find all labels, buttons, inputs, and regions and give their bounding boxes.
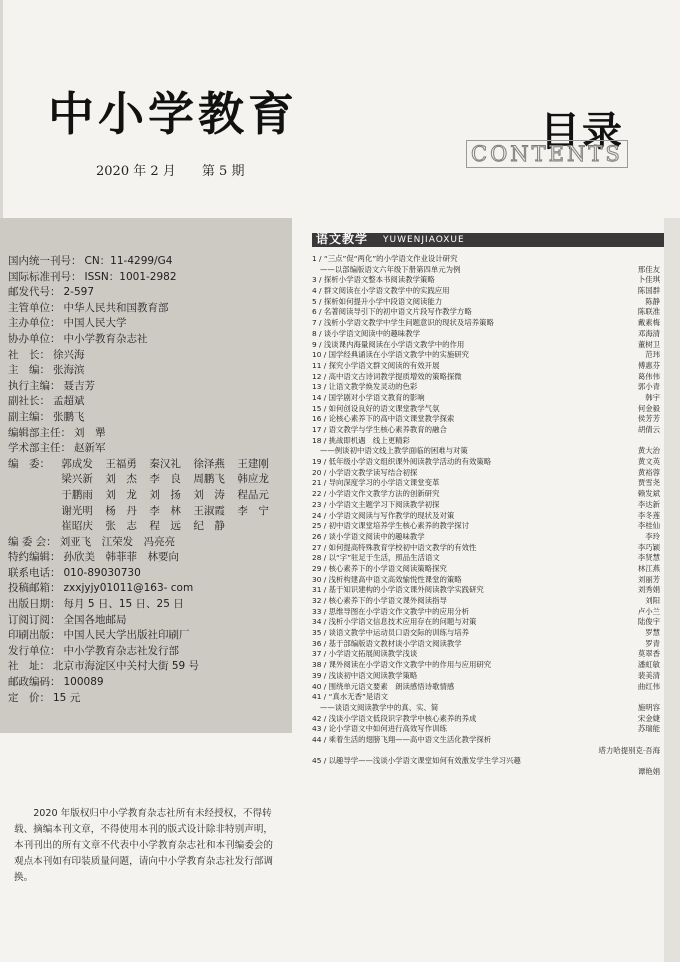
info-row (8, 644, 288, 660)
toc-entry-author: 刘丽芳 (637, 574, 660, 584)
info-row (8, 394, 288, 410)
toc-entry (312, 457, 664, 468)
toc-entry (312, 671, 664, 682)
info-value: 北京市海淀区中关村大街 59 号 (53, 660, 200, 673)
toc-entry-title: 10 / 国学经典诵读在小学语文教学中的实施研究 (312, 350, 470, 360)
info-label: 投稿邮箱： (8, 582, 61, 595)
toc-entry-author: 邢佳友 (637, 264, 660, 274)
toc-entry (312, 660, 664, 671)
info-value: 中小学教育杂志社 (63, 332, 148, 345)
toc-entry (312, 372, 664, 383)
info-label: 出版日期： (8, 598, 61, 611)
toc-entry-title: 27 / 如何提高特殊教育学校初中语文教学的有效性 (312, 542, 477, 552)
toc-entry-title: 15 / 如何创设良好的语文课堂教学气氛 (312, 403, 440, 413)
info-label: 邮政编码： (8, 676, 61, 689)
info-value: 中国人民大学 (63, 317, 127, 330)
info-row (8, 628, 288, 644)
info-value: 100089 (63, 676, 104, 689)
copyright-notice: 2020 年版权归中小学教育杂志社所有未经授权，不得转载、摘编本刊文章，不得使用本刊的版式设计除非特别声明，本刊刊出的所有文章不代表中小学教育杂志社和本刊编委会的观点本刊如有印装质量问题，请向中小学教育杂志社发行部调换。 (14, 808, 274, 883)
section-title: 语文教学 (316, 232, 369, 246)
toc-entry-author: 傅惠芬 (637, 360, 660, 370)
toc-entry-title: ——谈语文阅读教学中的真、实、简 (320, 702, 439, 712)
info-label: 主办单位： (8, 317, 61, 330)
editorial-board (8, 457, 288, 535)
toc-entry-author: 陆俊宇 (637, 617, 660, 627)
toc-entry-title: ——以部编版语文六年级下册第四单元为例 (320, 264, 461, 274)
toc-entry (312, 682, 664, 693)
toc-entry-author: 施明容 (637, 702, 660, 712)
toc-entry (312, 446, 664, 457)
toc-entry-author: 邓海清 (637, 328, 660, 338)
toc-entry (312, 265, 664, 276)
toc-entry-title: 3 / 探析小学语文整本书阅读教学策略 (312, 275, 435, 285)
toc-entry-author: 宋金婕 (637, 713, 660, 723)
info-value: 孙欣美 韩菲菲 林要向 (63, 551, 179, 564)
toc-entry (312, 714, 664, 725)
toc-entry-author: 胡倩云 (637, 425, 660, 434)
editor-name: 周鹏飞 (193, 473, 225, 486)
section-pinyin: YUWENJIAOXUE (383, 235, 465, 245)
toc-entry (312, 564, 664, 575)
info-value: 中国人民大学出版社印刷厂 (63, 629, 190, 642)
info-value: 刘 犟 (74, 426, 106, 439)
info-row (8, 270, 288, 286)
toc-entry (312, 361, 664, 372)
info-row (8, 316, 288, 332)
toc-entry (312, 340, 664, 351)
issue-date: 2020 年 2 月 (96, 164, 176, 179)
toc-entry-author: 苏瑞能 (637, 724, 660, 734)
toc-entry (312, 489, 664, 500)
toc-entry (312, 628, 664, 639)
info-label: 主管单位： (8, 301, 61, 314)
info-value: 每月 5 日、15 日、25 日 (63, 598, 184, 611)
info-row (8, 597, 288, 613)
toc-entry-author: 曲红伟 (637, 681, 660, 691)
editor-row (61, 472, 281, 488)
toc-entry (312, 275, 664, 286)
info-value: 聂吉芳 (63, 379, 95, 392)
toc-entry-title: 14 / 国学剧对小学语文教育的影响 (312, 392, 425, 402)
toc-entry-title: 12 / 高中语文古诗词教学提质增效的策略探微 (312, 371, 462, 381)
info-label: 副主编： (8, 410, 50, 423)
toc-entry (312, 297, 664, 308)
toc-entry (312, 382, 664, 393)
editor-name: 谢光明 (61, 504, 93, 517)
info-row (8, 254, 288, 270)
toc-entry-title: 43 / 论小学语文中如何进行高效写作训练 (312, 724, 447, 734)
toc-entry (312, 543, 664, 554)
editor-row (61, 504, 281, 520)
toc-entry-author: 李达新 (637, 499, 660, 509)
toc-entry (312, 724, 664, 735)
info-label: 编 委 会： (8, 535, 57, 548)
toc-entry-title: 37 / 小学语文拓展阅读教学浅谈 (312, 649, 418, 659)
toc-entry-author: 黄文英 (637, 457, 660, 467)
info-label: 主 编： (8, 364, 50, 377)
toc-entry-title: ——例谈初中语文线上教学面临的困难与对策 (320, 446, 468, 456)
editor-name: 纪 静 (193, 520, 225, 533)
info-label: 发行单位： (8, 644, 61, 657)
toc-entry (312, 703, 664, 714)
toc-entry-author: 陈静 (645, 296, 660, 306)
toc-entry (312, 286, 664, 297)
toc-entry-author: 罗青 (645, 638, 660, 648)
toc-entry (312, 425, 664, 436)
toc-entry-author: 李玲 (645, 531, 660, 541)
toc-entry (312, 521, 664, 532)
toc-entry-title: 5 / 探析如何提升小学中段语文阅读能力 (312, 296, 443, 306)
toc-entry-title: 17 / 语文教学与学生核心素养教育的融合 (312, 425, 447, 434)
toc-entry-title: 26 / 谈小学语文阅读中的趣味教学 (312, 531, 425, 541)
toc-entry (312, 511, 664, 522)
editor-row (61, 519, 281, 535)
toc-entry-title: 1 / “三点”促“两化”的小学语文作业设计研究 (312, 254, 458, 263)
toc-entry-title: 35 / 谈语文教学中运动员口语交际的训练与培养 (312, 628, 470, 638)
toc-entry (312, 767, 664, 778)
toc-entry-title: 33 / 思维导图在小学语文作文教学中的应用分析 (312, 606, 470, 616)
editor-row (61, 457, 281, 473)
toc-entry-title: 20 / 小学语文教学读写结合初探 (312, 467, 418, 477)
editor-name: 程 远 (149, 520, 181, 533)
toc-entry-author: 黄裕蓉 (637, 467, 660, 477)
info-row (8, 691, 288, 707)
info-label: 印刷出版： (8, 629, 61, 642)
info-row (8, 348, 288, 364)
info-value: 张鹏飞 (53, 410, 85, 423)
toc-entry-author: 贾雪尧 (637, 478, 660, 488)
issue-number: 第 5 期 (201, 164, 245, 179)
editor-name: 韩应龙 (237, 473, 269, 486)
toc-entry (312, 393, 664, 404)
toc-entry-author: 林江燕 (637, 563, 660, 573)
editor-name: 于鹏雨 (61, 488, 93, 501)
toc-entry-title: 44 / 乘着生活的翅膀飞翔——高中语文生活化教学探析 (312, 734, 492, 744)
editor-name: 李 林 (149, 504, 181, 517)
publication-info (8, 254, 288, 706)
toc-entry-author: 刘阳 (645, 596, 660, 605)
toc-entry (312, 414, 664, 425)
info-value: 中华人民共和国教育部 (63, 301, 169, 314)
issue-line (96, 160, 244, 179)
toc-entry-title: 30 / 浅析构建高中语文高效愉悦性课堂的策略 (312, 574, 462, 584)
toc-entry (312, 404, 664, 415)
toc-entry-title: 39 / 浅谈初中语文阅读教学策略 (312, 670, 418, 680)
toc-entry-author: 李桂仙 (637, 521, 660, 531)
info-row (8, 441, 288, 457)
toc-entry (312, 307, 664, 318)
editor-name: 杨 丹 (105, 504, 137, 517)
toc-entry-title: 45 / 以趣导学——浅谈小学语文课堂如何有效激发学生学习兴趣 (312, 756, 521, 766)
toc-entry-author: 赖发斌 (637, 489, 660, 499)
info-label: 编辑部主任： (8, 426, 71, 439)
toc-entry-title: 6 / 名著阅读导引下的初中语文片段写作教学方略 (312, 307, 472, 317)
toc-entry-title: 38 / 课外阅读在小学语文作文教学中的作用与应用研究 (312, 660, 492, 670)
toc-entry (312, 318, 664, 329)
toc-entry-author: 韩宇 (645, 392, 660, 402)
info-row (8, 566, 288, 582)
info-label: 特约编辑： (8, 551, 61, 564)
editor-name: 程品元 (237, 488, 269, 501)
toc-entry (312, 532, 664, 543)
toc-entry-title: 7 / 浅析小学语文教学中学生问题意识的现状及培养策略 (312, 318, 494, 328)
toc-entry-author: 郭小青 (637, 382, 660, 392)
editor-name: 刘 扬 (149, 488, 181, 501)
info-value: CN：11-4299/G4 (84, 255, 173, 267)
info-value: 中小学教育杂志社发行部 (63, 644, 179, 657)
toc-entry-title: 4 / 群文阅读在小学语文教学中的实践应用 (312, 286, 450, 296)
info-value: 010-89030730 (63, 566, 141, 579)
info-label: 邮发代号： (8, 286, 61, 299)
toc-entry-title: 32 / 核心素养下的小学语文课外阅读指导 (312, 596, 447, 605)
info-value: 2-597 (63, 286, 95, 299)
toc-entry-title: 18 / 挑战即机遇 线上更精彩 (312, 435, 410, 445)
info-row (8, 550, 288, 566)
info-label: 国际标准刊号： (8, 270, 82, 283)
editor-name: 王福勇 (105, 457, 137, 470)
toc-entry-author: 陈联准 (637, 307, 660, 317)
toc-entry-author: 李贤慧 (637, 553, 660, 563)
toc-entry-author: 葛伟伟 (637, 371, 660, 381)
info-row (8, 659, 288, 675)
toc-entry-author: 莫翠香 (637, 649, 660, 659)
toc-entry-title: 22 / 小学语文作文教学方法的创新研究 (312, 489, 440, 499)
info-label: 联系电话： (8, 566, 61, 579)
info-label: 国内统一刊号： (8, 255, 82, 267)
toc-entry (312, 585, 664, 596)
toc-entry (312, 500, 664, 511)
toc-entry-author: 李巧颖 (637, 542, 660, 552)
toc-entry-title: 42 / 浅谈小学语文低段识字教学中核心素养的养成 (312, 713, 477, 723)
toc-entry (312, 329, 664, 340)
toc-entry-title: 24 / 小学语文阅读与写作教学的现状及对策 (312, 510, 455, 520)
info-row (8, 581, 288, 597)
toc-entry-title: 23 / 小学语文主题学习下阅读教学初探 (312, 499, 440, 509)
editor-name: 梁兴新 (61, 473, 93, 486)
toc-entry-author: 潘虹敏 (637, 660, 660, 670)
magazine-title: 中小学教育 (48, 87, 298, 141)
toc-entry-title: 41 / “真水无香”是语文 (312, 692, 388, 702)
editor-name: 李 宁 (237, 504, 269, 517)
info-value: zxxjyjy01011@163- com (63, 582, 194, 595)
toc-entry-author: 李冬莲 (637, 510, 660, 520)
toc-entry (312, 468, 664, 479)
info-row (8, 535, 288, 551)
toc-entry-title: 31 / 基于知识建构的小学语文课外阅读教学实践研究 (312, 585, 484, 595)
info-row (8, 301, 288, 317)
page-edge-right (664, 218, 680, 962)
info-value: 全国各地邮局 (63, 613, 127, 626)
info-row (8, 675, 288, 691)
toc-entry (312, 254, 664, 265)
toc-entry (312, 596, 664, 607)
toc-entry-title: 36 / 基于部编版语文教材谈小学语文阅读教学 (312, 638, 462, 648)
toc-entry-author: 卜佳琪 (637, 275, 660, 285)
toc-entry-author: 董树卫 (637, 339, 660, 349)
toc-entry-title: 34 / 浅析小学语文信息技术应用存在的问题与对策 (312, 617, 477, 627)
toc-entry (312, 692, 664, 703)
info-value: 赵新军 (74, 442, 106, 455)
info-label: 订阅订阅： (8, 613, 61, 626)
toc-entry (312, 350, 664, 361)
toc-entry-author: 侯芳芳 (637, 414, 660, 424)
toc-entry (312, 639, 664, 650)
info-label: 社 址： (8, 660, 50, 673)
editor-name: 徐泽燕 (193, 457, 225, 470)
toc-entry (312, 649, 664, 660)
toc-entry-title: 8 / 谈小学语文阅读中的趣味教学 (312, 328, 420, 338)
toc-entry-author: 罗慧 (645, 628, 660, 638)
editor-name: 王淑霞 (193, 504, 225, 517)
toc-entry-title: 16 / 论核心素养下的高中语文课堂教学探索 (312, 414, 455, 424)
info-label: 副社长： (8, 395, 50, 408)
info-row (8, 426, 288, 442)
info-label: 学术部主任： (8, 442, 71, 455)
toc-entry (312, 436, 664, 447)
info-value: ISSN：1001-2982 (84, 270, 177, 283)
info-value: 15 元 (53, 691, 81, 704)
toc-entry-title: 13 / 让语文教学焕发灵动的色彩 (312, 382, 418, 392)
info-label: 定 价： (8, 691, 50, 704)
editor-name: 刘 龙 (105, 488, 137, 501)
editor-name: 崔昭庆 (61, 520, 93, 533)
toc-entry-title: 29 / 核心素养下的小学语文阅读策略探究 (312, 563, 447, 573)
editorial-board-label: 编 委： (8, 457, 50, 470)
toc-entry (312, 607, 664, 618)
toc-entry (312, 478, 664, 489)
toc-entry-author: 裴美清 (637, 670, 660, 680)
toc-entry-title: 28 / 以“字”驻足于生活，照品生活语文 (312, 553, 440, 563)
toc-entry-author: 戴素梅 (637, 318, 660, 328)
toc-entry-author: 何金毅 (637, 403, 660, 413)
editor-row (61, 488, 281, 504)
info-value: 孟超斌 (53, 395, 85, 408)
toc-entry-author: 黄大治 (637, 446, 660, 456)
toc-entry-author: 卢小兰 (637, 606, 660, 616)
editor-name: 刘 杰 (105, 473, 137, 486)
toc-entry (312, 575, 664, 586)
toc-entry-title: 19 / 低年级小学语文组织课外阅读教学活动的有效策略 (312, 457, 492, 467)
toc-entry (312, 746, 664, 757)
editor-name: 秦汉礼 (149, 457, 181, 470)
info-row (8, 613, 288, 629)
toc-entry-title: 21 / 导向深度学习的小学语文课堂变革 (312, 478, 440, 488)
editor-name: 张 志 (105, 520, 137, 533)
toc-heading: 目录 (540, 108, 624, 155)
editor-name: 李 良 (149, 473, 181, 486)
toc-entry-title: 11 / 探究小学语文群文阅读的有效开展 (312, 360, 440, 370)
toc-entry-author: 刘秀娟 (637, 585, 660, 595)
info-label: 执行主编： (8, 379, 61, 392)
toc-entry-author: 塔力哈提别克·吾海 (598, 745, 660, 755)
info-label: 社 长： (8, 348, 50, 361)
toc-entry-author: 陈国群 (637, 286, 660, 296)
editor-name: 郭成发 (61, 457, 93, 470)
toc-entry-title: 9 / 浅谈课内海量阅读在小学语文教学中的作用 (312, 339, 465, 349)
info-label: 协办单位： (8, 332, 61, 345)
info-value: 张海滨 (53, 364, 85, 377)
info-value: 刘亚飞 江荣发 冯亮亮 (59, 535, 176, 548)
editor-name: 王建刚 (237, 457, 269, 470)
toc-entry (312, 756, 664, 767)
info-value: 徐兴海 (53, 348, 85, 361)
table-of-contents (312, 254, 664, 778)
editor-name: 刘 涛 (193, 488, 225, 501)
toc-entry-author: 范玮 (645, 350, 660, 360)
info-row (8, 379, 288, 395)
info-row (8, 285, 288, 301)
toc-entry (312, 553, 664, 564)
info-row (8, 363, 288, 379)
toc-entry-author: 谭艳娟 (637, 767, 660, 776)
toc-entry (312, 617, 664, 628)
contents-label: CONTENTS (466, 140, 628, 168)
toc-entry (312, 735, 664, 746)
editorial-board-names (61, 457, 281, 535)
info-row (8, 332, 288, 348)
toc-entry-title: 25 / 初中语文课堂培养学生核心素养的教学探讨 (312, 521, 470, 531)
toc-entry-title: 40 / 围绕单元语文要素 朗读感悟诗歌情感 (312, 681, 455, 691)
info-row (8, 410, 288, 426)
